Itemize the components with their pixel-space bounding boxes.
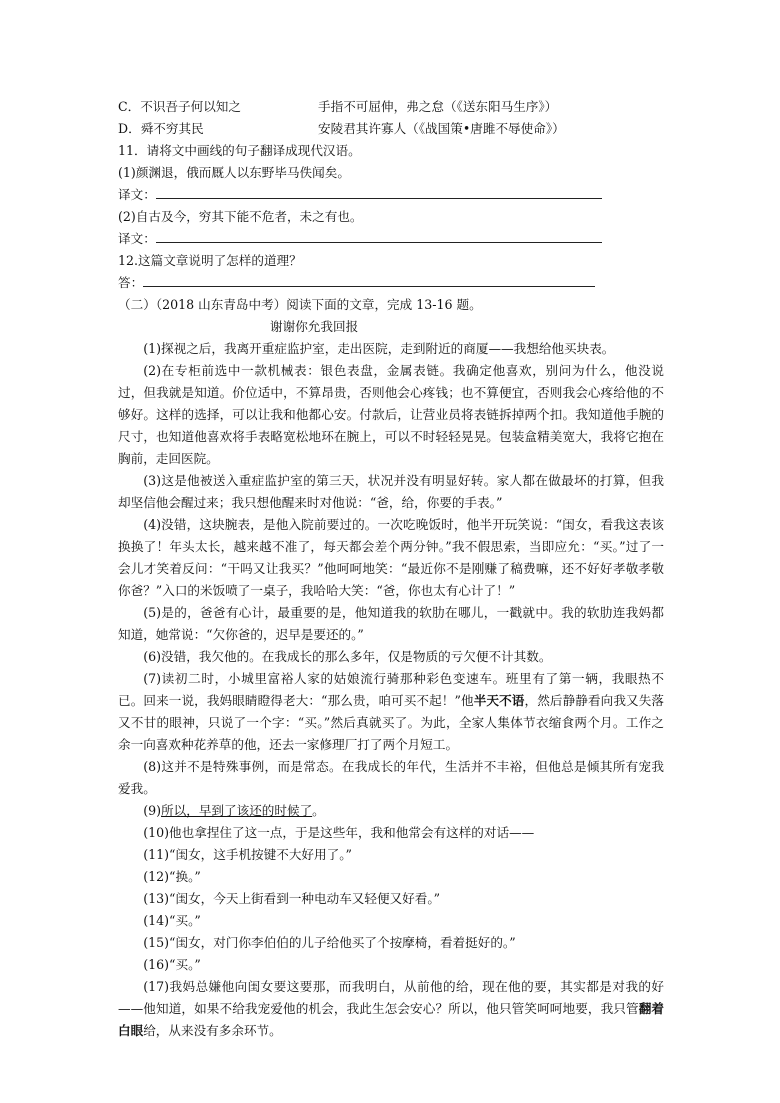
- paragraph-7: [118, 668, 664, 756]
- paragraph-3: (3)这是他被送入重症监护室的第三天，状况并没有明显好转。家人都在做最坏的打算，但我却坚信他会醒过来；我只想他醒来时对他说：“爸，给，你要的手表。”: [118, 473, 664, 510]
- paragraph-17-end: 给，从来没有多余环节。: [143, 1023, 282, 1038]
- section-heading: （二）（2018 山东青岛中考）阅读下面的文章，完成 13-16 题。: [118, 297, 482, 312]
- question-11-prompt: 11．请将文中画线的句子翻译成现代汉语。: [118, 143, 361, 158]
- answer-label-1: 译文：: [118, 187, 156, 202]
- paragraph-17: [118, 976, 664, 1042]
- paragraph-8: (8)这并不是特殊事例，而是常态。在我成长的年代，生活并不丰裕，但他总是倾其所有宠我爱我。: [118, 759, 664, 796]
- question-11-sentence-2: (2)自古及今，穷其下能不危者，未之有也。: [118, 209, 363, 224]
- paragraph-9-end: 。: [312, 803, 325, 818]
- option-d: [118, 118, 664, 140]
- paragraph-16: (16)“买。”: [143, 957, 201, 972]
- paragraph-7-bold: 半天不语: [473, 693, 525, 708]
- paragraph-13: (13)“闺女，今天上街看到一种电动车又轻便又好看。”: [143, 891, 441, 906]
- answer-line-1: [118, 184, 664, 206]
- answer-blank-1[interactable]: [156, 184, 602, 199]
- paragraph-12: (12)“换。”: [143, 869, 201, 884]
- answer-blank-2[interactable]: [156, 228, 602, 243]
- answer-label-2: 译文：: [118, 231, 156, 246]
- paragraph-15: (15)“闺女，对门你李伯伯的儿子给他买了个按摩椅，看着挺好的。”: [143, 935, 516, 950]
- option-c-left-text: C．不识吾子何以知之: [118, 99, 241, 114]
- paragraph-11: (11)“闺女，这手机按键不大好用了。”: [143, 847, 352, 862]
- paragraph-9: [118, 800, 664, 822]
- answer-blank-3[interactable]: [143, 272, 595, 287]
- option-c-right: 手指不可屈伸，弗之怠（《送东阳马生序》）: [318, 99, 558, 114]
- paragraph-9-number: (9): [143, 803, 162, 818]
- paragraph-7-end: ，然后静静看向我又失落又不甘的眼神，只说了一个字：“买。”然后真就买了。为此，全家人集体节衣缩食两个月。工作之余一向喜欢种花养草的他，还去一家修理厂打了两个月短工。: [118, 693, 665, 752]
- paragraph-7-start: (7)读初二时，小城里富裕人家的姑娘流行骑那种彩色变速车。班里有了第一辆，我眼热不已。回来一说，我妈眼睛瞪得老大：“那么贵，咱可买不起！”他: [118, 671, 664, 708]
- paragraph-17-start: (17)我妈总嫌他向闺女要这要那，而我明白，从前他的给，现在他的要，其实都是对我的好——他知道，如果不给我宠爱他的机会，我此生怎会安心？所以，他只管笑呵呵地要，我只管: [118, 979, 664, 1016]
- paragraph-14: (14)“买。”: [143, 913, 201, 928]
- paragraph-5: (5)是的，爸爸有心计，最重要的是，他知道我的软肋在哪儿，一戳就中。我的软肋连我妈都知道，她常说：“欠你爸的，迟早是要还的。”: [118, 605, 664, 642]
- question-12-prompt: 12.这篇文章说明了怎样的道理？: [118, 253, 302, 268]
- option-d-left: D．舜不穷其民: [118, 121, 204, 136]
- paragraph-1: (1)探视之后，我离开重症监护室，走出医院，走到附近的商厦——我想给他买块表。: [143, 341, 615, 356]
- option-c: [118, 96, 664, 118]
- question-11-sentence-1: (1)颜渊退，俄而厩人以东野毕马佚闻矣。: [118, 165, 350, 180]
- paragraph-6: (6)没错，我欠他的。在我成长的那么多年，仅是物质的亏欠便不计其数。: [143, 649, 552, 664]
- answer-line-2: [118, 228, 664, 250]
- paragraph-17-bold: 翻着白眼: [118, 1001, 665, 1038]
- paragraph-4: (4)没错，这块腕表，是他入院前要过的。一次吃晚饭时，他半开玩笑说：“闺女，看我这表该换换了！年头太长，越来越不准了，每天都会差个两分钟。”我不假思索，当即应允：“买。”过了一会儿才笑着反问：“干吗又让我买？”他呵呵地笑：“最近你不是刚赚了稿费嘛，还不好好孝敬孝敬你爸？”入口的米饭喷了一桌子，我哈哈大笑：“爸，你也太有心计了！”: [118, 517, 664, 598]
- document-page: [118, 96, 664, 1042]
- paragraph-2: (2)在专柜前选中一款机械表：银色表盘，金属表链。我确定他喜欢，别问为什么，他没说过，但我就是知道。价位适中，不算昂贵，否则他会心疼钱；也不算便宜，否则我会心疼给他的不够好。这样的选择，可以让我和他都心安。付款后，让营业员将表链拆掉两个扣。我知道他手腕的尺寸，也知道他喜欢将手表略宽松地环在腕上，可以不时轻轻晃晃。包装盒精美宽大，我将它抱在胸前，走回医院。: [118, 363, 664, 466]
- paragraph-10: (10)他也拿捏住了这一点，于是这些年，我和他常会有这样的对话——: [143, 825, 535, 840]
- option-d-right: 安陵君其许寡人（《战国策•唐雎不辱使命》）: [318, 121, 565, 136]
- answer-line-3: [118, 272, 664, 294]
- paragraph-9-underlined: 所以，早到了该还的时候了: [161, 803, 313, 818]
- answer-label-3: 答：: [118, 275, 144, 290]
- article-title: 谢谢你允我回报: [270, 319, 359, 334]
- option-c-left: [118, 96, 318, 118]
